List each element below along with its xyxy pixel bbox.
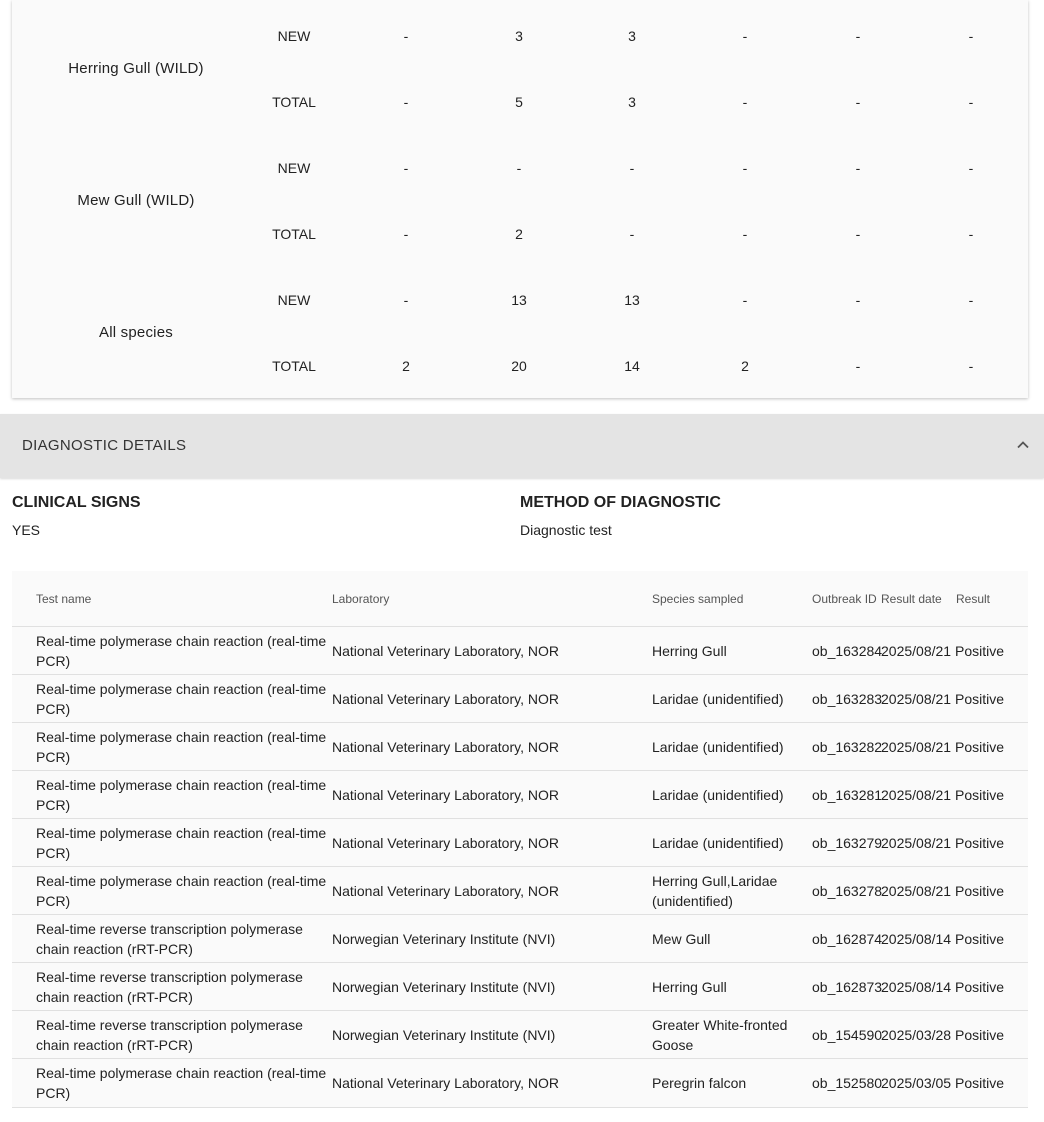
cell-result-date-wrapper — [881, 1011, 955, 1059]
species-label: All species — [99, 324, 173, 341]
cell-outbreak-id: ob_152580 — [812, 1075, 883, 1091]
cell-result-wrapper — [955, 675, 1025, 723]
table-row[interactable] — [12, 770, 1028, 819]
cell-outbreak-id-wrapper — [812, 819, 881, 867]
column-header-result-date[interactable]: Result date — [881, 592, 942, 606]
cell-test-name-wrapper — [36, 1011, 328, 1059]
summary-cell: - — [742, 160, 748, 176]
summary-cell: - — [516, 160, 522, 176]
cell-result-date: 2025/08/21 — [881, 883, 952, 899]
cell-result-date-wrapper — [881, 963, 955, 1011]
method-of-diagnostic-value: Diagnostic test — [520, 522, 612, 538]
cell-outbreak-id: ob_163284 — [812, 643, 883, 659]
cell-test-name: Real-time polymerase chain reaction (real-time PCR) — [36, 873, 327, 909]
cell-outbreak-id-wrapper — [812, 675, 881, 723]
cell-test-name: Real-time polymerase chain reaction (real-time PCR) — [36, 633, 327, 669]
cell-laboratory-wrapper — [332, 1011, 648, 1059]
table-row[interactable] — [12, 962, 1028, 1011]
cell-outbreak-id: ob_163279 — [812, 835, 883, 851]
cell-result-date: 2025/03/28 — [881, 1027, 952, 1043]
summary-cell: 5 — [515, 94, 523, 110]
cell-laboratory-wrapper — [332, 771, 648, 819]
row-kind-label: TOTAL — [272, 94, 316, 110]
table-row[interactable] — [12, 1010, 1028, 1059]
cell-result-date: 2025/08/21 — [881, 739, 952, 755]
cell-result: Positive — [955, 931, 1005, 947]
cell-result-date-wrapper — [881, 675, 955, 723]
summary-cell: - — [855, 226, 861, 242]
summary-cell: 14 — [624, 358, 640, 374]
species-summary-card — [12, 0, 1028, 398]
summary-cell: 3 — [515, 28, 523, 44]
summary-cell: - — [629, 226, 635, 242]
summary-cell: - — [855, 94, 861, 110]
cell-test-name-wrapper — [36, 819, 328, 867]
summary-cell: 13 — [511, 292, 527, 308]
summary-cell: 3 — [628, 94, 636, 110]
summary-cell: - — [742, 28, 748, 44]
summary-cell: 20 — [511, 358, 527, 374]
cell-result-date-wrapper — [881, 915, 955, 963]
cell-species-sampled: Greater White-fronted Goose — [652, 1017, 788, 1053]
cell-species-sampled: Mew Gull — [652, 931, 711, 947]
table-row[interactable] — [12, 626, 1028, 675]
summary-cell: - — [855, 160, 861, 176]
diagnostic-details-title: DIAGNOSTIC DETAILS — [22, 437, 187, 454]
cell-test-name-wrapper — [36, 627, 328, 675]
summary-cell: - — [742, 292, 748, 308]
clinical-signs-title: CLINICAL SIGNS — [12, 494, 141, 511]
summary-cell: - — [968, 160, 974, 176]
summary-cell: - — [968, 226, 974, 242]
table-row[interactable] — [12, 914, 1028, 963]
cell-result-date: 2025/03/05 — [881, 1075, 952, 1091]
cell-result-wrapper — [955, 771, 1025, 819]
cell-test-name: Real-time polymerase chain reaction (real-time PCR) — [36, 681, 327, 717]
cell-result-date-wrapper — [881, 1059, 955, 1107]
table-row[interactable] — [12, 866, 1028, 915]
cell-outbreak-id-wrapper — [812, 963, 881, 1011]
summary-cell: 2 — [402, 358, 410, 374]
cell-laboratory: National Veterinary Laboratory, NOR — [332, 739, 559, 755]
cell-result-wrapper — [955, 915, 1025, 963]
summary-cell: - — [403, 28, 409, 44]
cell-species-sampled-wrapper — [652, 819, 808, 867]
summary-cell: - — [403, 292, 409, 308]
cell-species-sampled: Laridae (unidentified) — [652, 739, 784, 755]
cell-result: Positive — [955, 1027, 1005, 1043]
summary-cell: - — [968, 358, 974, 374]
column-header-outbreak-id[interactable]: Outbreak ID — [812, 592, 877, 606]
cell-result-wrapper — [955, 627, 1025, 675]
cell-species-sampled-wrapper — [652, 867, 808, 915]
cell-test-name: Real-time polymerase chain reaction (real-time PCR) — [36, 729, 327, 765]
cell-laboratory: Norwegian Veterinary Institute (NVI) — [332, 979, 556, 995]
cell-species-sampled: Herring Gull — [652, 643, 727, 659]
cell-laboratory-wrapper — [332, 819, 648, 867]
cell-laboratory: National Veterinary Laboratory, NOR — [332, 643, 559, 659]
cell-result-wrapper — [955, 723, 1025, 771]
summary-cell: - — [403, 94, 409, 110]
summary-cell: - — [855, 292, 861, 308]
cell-test-name: Real-time polymerase chain reaction (real-time PCR) — [36, 825, 327, 861]
cell-outbreak-id-wrapper — [812, 915, 881, 963]
cell-outbreak-id: ob_163282 — [812, 739, 883, 755]
cell-result-date: 2025/08/21 — [881, 787, 952, 803]
cell-outbreak-id: ob_154590 — [812, 1027, 883, 1043]
cell-result-wrapper — [955, 1011, 1025, 1059]
cell-test-name: Real-time polymerase chain reaction (real-time PCR) — [36, 777, 327, 813]
cell-species-sampled-wrapper — [652, 675, 808, 723]
cell-laboratory: National Veterinary Laboratory, NOR — [332, 883, 559, 899]
cell-outbreak-id: ob_163283 — [812, 691, 883, 707]
column-header-test-name[interactable]: Test name — [36, 592, 92, 606]
cell-result-date-wrapper — [881, 771, 955, 819]
cell-laboratory-wrapper — [332, 1059, 648, 1107]
cell-outbreak-id: ob_163278 — [812, 883, 883, 899]
cell-species-sampled: Laridae (unidentified) — [652, 787, 784, 803]
cell-species-sampled-wrapper — [652, 1011, 808, 1059]
summary-cell: 2 — [741, 358, 749, 374]
summary-cell: - — [629, 160, 635, 176]
cell-laboratory: National Veterinary Laboratory, NOR — [332, 691, 559, 707]
cell-outbreak-id-wrapper — [812, 867, 881, 915]
table-row[interactable] — [12, 1058, 1028, 1108]
cell-species-sampled: Peregrin falcon — [652, 1075, 747, 1091]
cell-species-sampled: Laridae (unidentified) — [652, 835, 784, 851]
summary-cell: - — [968, 94, 974, 110]
method-of-diagnostic-title: METHOD OF DIAGNOSTIC — [520, 494, 721, 511]
cell-result: Positive — [955, 691, 1005, 707]
summary-cell: 3 — [628, 28, 636, 44]
summary-cell: - — [742, 226, 748, 242]
summary-cell: - — [403, 160, 409, 176]
cell-outbreak-id-wrapper — [812, 1011, 881, 1059]
summary-cell: - — [968, 292, 974, 308]
cell-result: Positive — [955, 835, 1005, 851]
row-kind-label: NEW — [277, 28, 311, 44]
cell-test-name: Real-time reverse transcription polymerase chain reaction (rRT-PCR) — [36, 969, 303, 1005]
cell-result-date-wrapper — [881, 627, 955, 675]
cell-result-wrapper — [955, 963, 1025, 1011]
summary-cell: 13 — [624, 292, 640, 308]
summary-cell: - — [742, 94, 748, 110]
cell-result-wrapper — [955, 1059, 1025, 1107]
cell-outbreak-id-wrapper — [812, 1059, 881, 1107]
cell-result-date-wrapper — [881, 867, 955, 915]
cell-species-sampled-wrapper — [652, 963, 808, 1011]
species-label: Herring Gull (WILD) — [68, 60, 204, 77]
summary-cell: - — [855, 358, 861, 374]
cell-species-sampled: Herring Gull,Laridae (unidentified) — [652, 873, 778, 909]
diagnostic-details-header[interactable] — [0, 414, 1044, 478]
cell-result-date-wrapper — [881, 723, 955, 771]
cell-result-wrapper — [955, 819, 1025, 867]
cell-result: Positive — [955, 787, 1005, 803]
table-row[interactable] — [12, 818, 1028, 867]
cell-laboratory-wrapper — [332, 867, 648, 915]
cell-test-name: Real-time polymerase chain reaction (real-time PCR) — [36, 1065, 327, 1101]
cell-test-name: Real-time reverse transcription polymerase chain reaction (rRT-PCR) — [36, 1017, 303, 1053]
cell-outbreak-id: ob_163281 — [812, 787, 883, 803]
summary-cell: - — [855, 28, 861, 44]
cell-result-date: 2025/08/14 — [881, 931, 952, 947]
cell-result-wrapper — [955, 867, 1025, 915]
cell-species-sampled-wrapper — [652, 1059, 808, 1107]
cell-species-sampled: Herring Gull — [652, 979, 727, 995]
cell-laboratory-wrapper — [332, 627, 648, 675]
cell-laboratory-wrapper — [332, 723, 648, 771]
row-kind-label: TOTAL — [272, 226, 316, 242]
cell-test-name-wrapper — [36, 675, 328, 723]
column-header-species-sampled[interactable]: Species sampled — [652, 592, 744, 606]
row-kind-label: NEW — [277, 160, 311, 176]
cell-species-sampled-wrapper — [652, 627, 808, 675]
cell-result: Positive — [955, 979, 1005, 995]
cell-result-date: 2025/08/21 — [881, 643, 952, 659]
cell-result: Positive — [955, 883, 1005, 899]
cell-species-sampled: Laridae (unidentified) — [652, 691, 784, 707]
clinical-signs-value: YES — [12, 522, 41, 538]
cell-result: Positive — [955, 643, 1005, 659]
chevron-up-icon[interactable] — [1016, 438, 1030, 452]
cell-outbreak-id: ob_162874 — [812, 931, 883, 947]
cell-result-date: 2025/08/21 — [881, 691, 952, 707]
cell-test-name-wrapper — [36, 915, 328, 963]
cell-laboratory-wrapper — [332, 963, 648, 1011]
cell-outbreak-id-wrapper — [812, 723, 881, 771]
species-label: Mew Gull (WILD) — [77, 192, 195, 209]
row-kind-label: NEW — [277, 292, 311, 308]
summary-cell: 2 — [515, 226, 523, 242]
cell-outbreak-id-wrapper — [812, 627, 881, 675]
cell-species-sampled-wrapper — [652, 723, 808, 771]
cell-test-name-wrapper — [36, 867, 328, 915]
cell-result-date: 2025/08/21 — [881, 835, 952, 851]
cell-outbreak-id: ob_162873 — [812, 979, 883, 995]
table-row[interactable] — [12, 722, 1028, 771]
cell-test-name-wrapper — [36, 771, 328, 819]
cell-test-name-wrapper — [36, 1059, 328, 1107]
cell-result-date-wrapper — [881, 819, 955, 867]
summary-cell: - — [403, 226, 409, 242]
column-header-laboratory[interactable]: Laboratory — [332, 592, 390, 606]
diagnostic-tests-table — [12, 571, 1028, 1107]
table-row[interactable] — [12, 674, 1028, 723]
cell-laboratory-wrapper — [332, 915, 648, 963]
cell-laboratory: National Veterinary Laboratory, NOR — [332, 1075, 559, 1091]
cell-laboratory-wrapper — [332, 675, 648, 723]
cell-outbreak-id-wrapper — [812, 771, 881, 819]
cell-test-name: Real-time reverse transcription polymerase chain reaction (rRT-PCR) — [36, 921, 303, 957]
summary-cell: - — [968, 28, 974, 44]
cell-laboratory: Norwegian Veterinary Institute (NVI) — [332, 1027, 556, 1043]
column-header-result[interactable]: Result — [956, 592, 991, 606]
cell-test-name-wrapper — [36, 723, 328, 771]
cell-species-sampled-wrapper — [652, 915, 808, 963]
cell-laboratory: National Veterinary Laboratory, NOR — [332, 835, 559, 851]
cell-result: Positive — [955, 1075, 1005, 1091]
cell-result-date: 2025/08/14 — [881, 979, 952, 995]
cell-test-name-wrapper — [36, 963, 328, 1011]
row-kind-label: TOTAL — [272, 358, 316, 374]
cell-laboratory: National Veterinary Laboratory, NOR — [332, 787, 559, 803]
cell-result: Positive — [955, 739, 1005, 755]
cell-species-sampled-wrapper — [652, 771, 808, 819]
cell-laboratory: Norwegian Veterinary Institute (NVI) — [332, 931, 556, 947]
